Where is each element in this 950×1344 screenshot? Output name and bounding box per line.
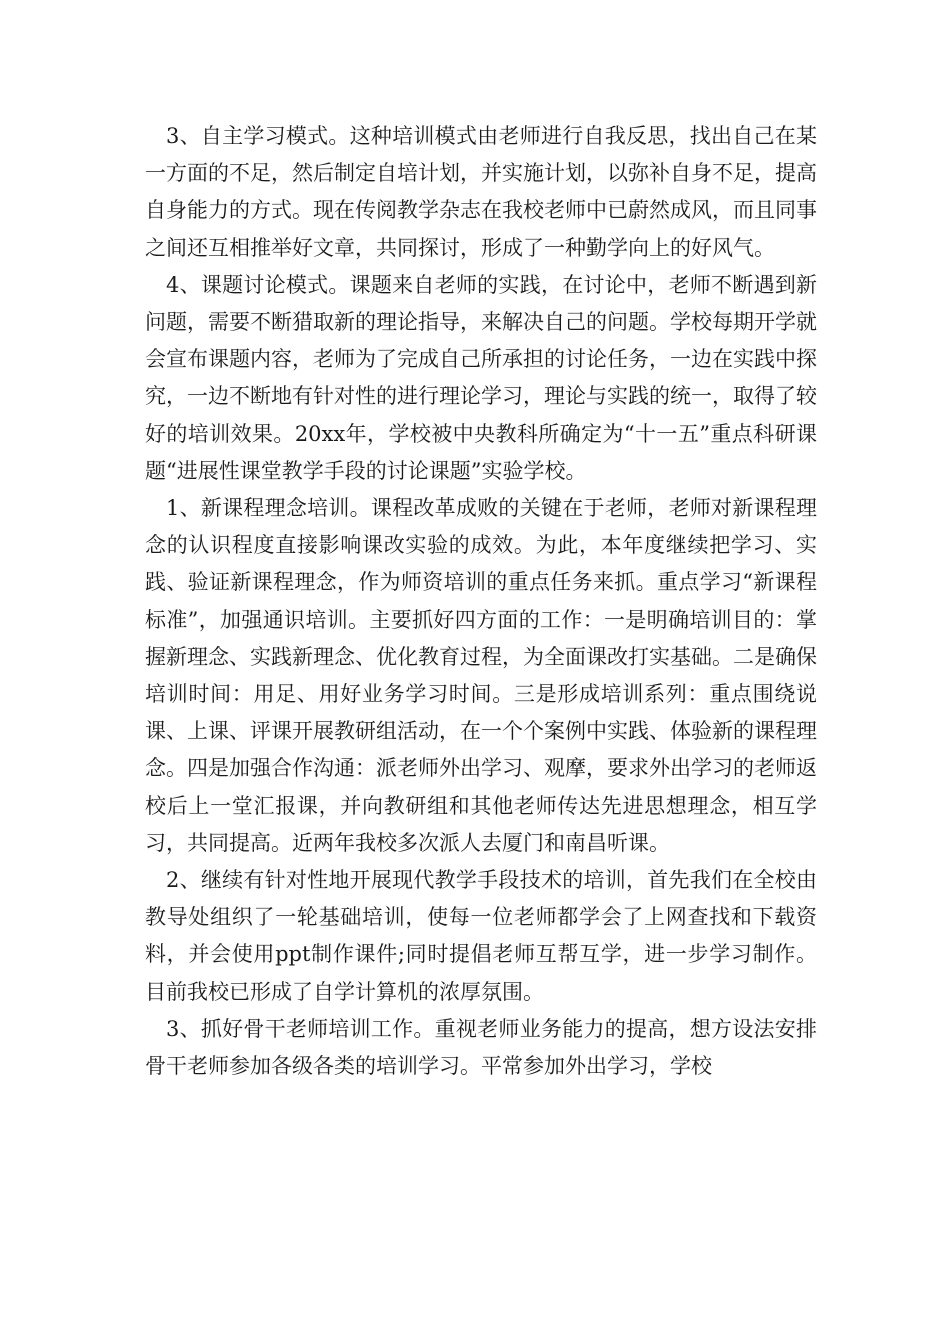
paragraph-self-study-mode: 3、自主学习模式。这种培训模式由老师进行自我反思，找出自己在某一方面的不足，然后制定自培计划，并实施计划，以弥补自身不足，提高自身能力的方式。现在传阅教学杂志在我校老师中已蔚然成风，而且同事之间还互相推举好文章，共同探讨，形成了一种勤学向上的好风气。 [145,124,817,260]
paragraph-backbone-teacher-training: 3、抓好骨干老师培训工作。重视老师业务能力的提高，想方设法安排骨干老师参加各级各类的培训学习。平常参加外出学习，学校 [145,1016,817,1079]
paragraph-topic-discussion-mode: 4、课题讨论模式。课题来自老师的实践，在讨论中，老师不断遇到新问题，需要不断猎取新的理论指导，来解决自己的问题。学校每期开学就会宣布课题内容，老师为了完成自己所承担的讨论任务，一边在实践中探究，一边不断地有针对性的进行理论学习，理论与实践的统一，取得了较好的培训效果。20xx年，学校被中央教科所确定为“十一五”重点科研课题“进展性课堂教学手段的讨论课题”实验学校。 [145,272,817,483]
paragraph-modern-teaching-tech-training: 2、继续有针对性地开展现代教学手段技术的培训，首先我们在全校由教导处组织了一轮基础培训，使每一位老师都学会了上网查找和下载资料，并会使用ppt制作课件;同时提倡老师互帮互学，进一步学习制作。目前我校已形成了自学计算机的浓厚氛围。 [145,868,817,1004]
document-body [145,118,817,1085]
paragraph-new-curriculum-training: 1、新课程理念培训。课程改革成败的关键在于老师，老师对新课程理念的认识程度直接影响课改实验的成效。为此，本年度继续把学习、实践、验证新课程理念，作为师资培训的重点任务来抓。重点学习“新课程标准”，加强通识培训。主要抓好四方面的工作：一是明确培训目的：掌握新理念、实践新理念、优化教育过程，为全面课改打实基础。二是确保培训时间：用足、用好业务学习时间。三是形成培训系列：重点围绕说课、上课、评课开展教研组活动，在一个个案例中实践、体验新的课程理念。四是加强合作沟通：派老师外出学习、观摩，要求外出学习的老师返校后上一堂汇报课，并向教研组和其他老师传达先进思想理念，相互学习，共同提高。近两年我校多次派人去厦门和南昌听课。 [145,496,817,855]
